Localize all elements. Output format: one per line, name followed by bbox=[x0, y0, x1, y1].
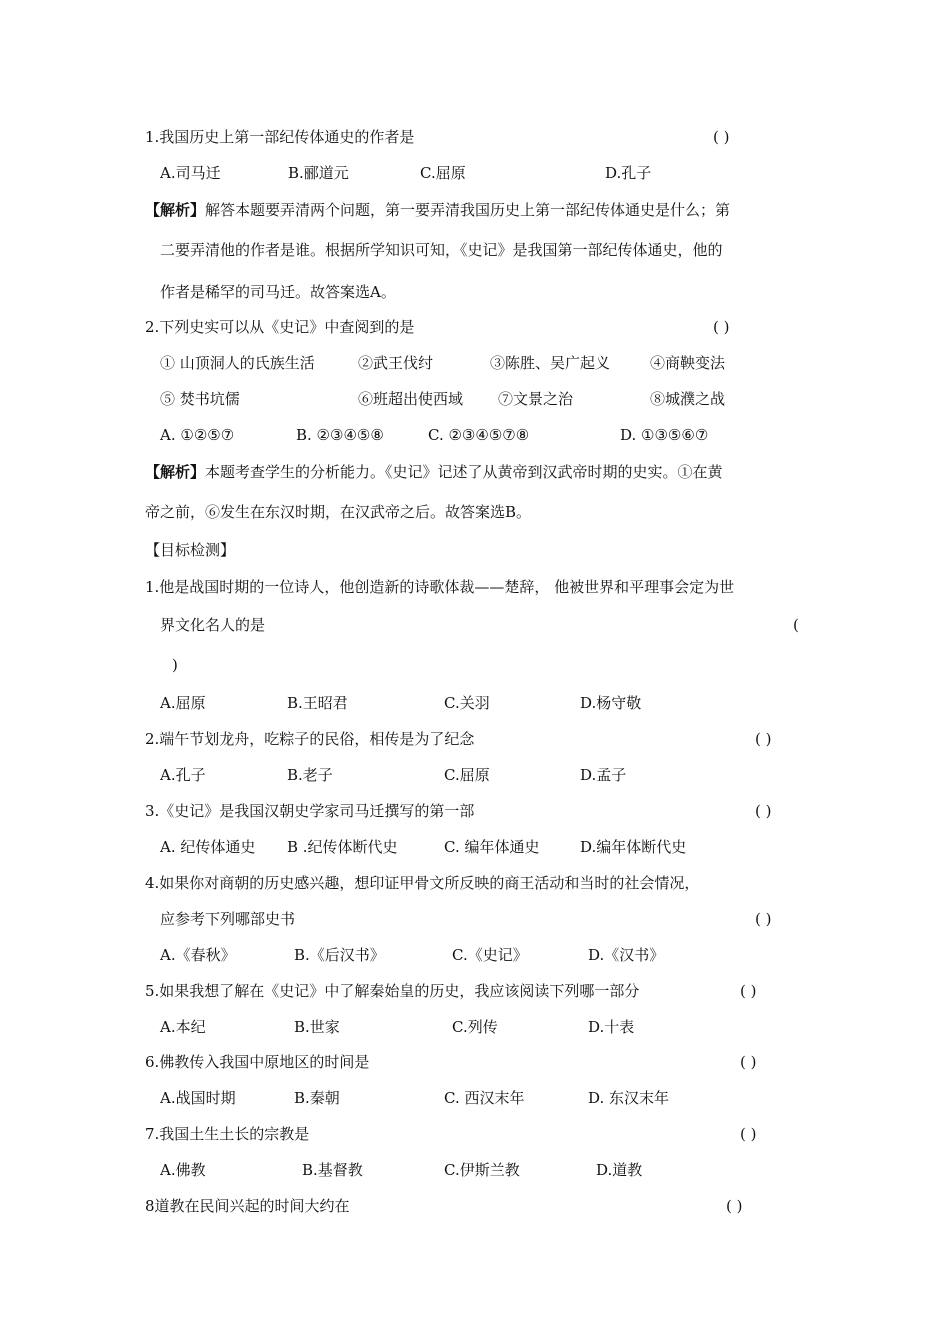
option-d: D. 东汉末年 bbox=[588, 1089, 670, 1107]
option-d: D.《汉书》 bbox=[588, 946, 665, 964]
option-d: D. ①③⑤⑥⑦ bbox=[620, 426, 709, 444]
event-item: ⑤ 焚书坑儒 bbox=[160, 390, 240, 408]
event-item: ⑧城濮之战 bbox=[650, 390, 726, 408]
analysis-1-line-3: 作者是稀罕的司马迁。故答案选A。 bbox=[160, 283, 396, 301]
analysis-tag: 【解析】 bbox=[145, 463, 206, 481]
option-b: B.老子 bbox=[287, 766, 333, 784]
option-b: B. ②③④⑤⑧ bbox=[296, 426, 384, 444]
option-b: B.王昭君 bbox=[287, 694, 348, 712]
option-a: A. ①②⑤⑦ bbox=[160, 426, 235, 444]
answer-blank: ( ) bbox=[755, 802, 772, 820]
option-d: D.道教 bbox=[596, 1161, 643, 1179]
option-c: C.列传 bbox=[452, 1018, 498, 1036]
event-item: ③陈胜、吴广起义 bbox=[490, 354, 611, 372]
test-3-stem: 3.《史记》是我国汉朝史学家司马迁撰写的第一部 bbox=[145, 802, 475, 820]
answer-blank: ( ) bbox=[713, 318, 730, 336]
analysis-1-line-1 bbox=[145, 200, 730, 220]
test-2-stem: 2.端午节划龙舟，吃粽子的民俗，相传是为了纪念 bbox=[145, 730, 475, 748]
test-1-line-2: 界文化名人的是 bbox=[160, 616, 266, 634]
option-a: A.司马迁 bbox=[160, 164, 221, 182]
option-c: C. ②③④⑤⑦⑧ bbox=[428, 426, 530, 444]
option-a: A.战国时期 bbox=[160, 1089, 236, 1107]
answer-blank: ( ) bbox=[740, 1125, 757, 1143]
question-1-stem: 1.我国历史上第一部纪传体通史的作者是 bbox=[145, 128, 415, 146]
answer-blank-open: ( bbox=[793, 616, 799, 634]
option-d: D.杨守敬 bbox=[580, 694, 642, 712]
event-item: ⑥班超出使西域 bbox=[358, 390, 464, 408]
test-4-line-1: 4.如果你对商朝的历史感兴趣，想印证甲骨文所反映的商王活动和当时的社会情况， bbox=[145, 874, 700, 892]
section-heading: 【目标检测】 bbox=[145, 541, 236, 559]
event-item: ②武王伐纣 bbox=[358, 354, 434, 372]
option-c: C.伊斯兰教 bbox=[444, 1161, 520, 1179]
test-7-stem: 7.我国土生土长的宗教是 bbox=[145, 1125, 310, 1143]
analysis-2-line-1 bbox=[145, 462, 723, 482]
option-b: B.基督教 bbox=[302, 1161, 363, 1179]
option-a: A.佛教 bbox=[160, 1161, 206, 1179]
option-c: C.《史记》 bbox=[452, 946, 528, 964]
option-a: A.本纪 bbox=[160, 1018, 206, 1036]
option-b: B .纪传体断代史 bbox=[287, 838, 398, 856]
option-d: D.十表 bbox=[588, 1018, 635, 1036]
option-a: A. 纪传体通史 bbox=[160, 838, 256, 856]
answer-blank: ( ) bbox=[713, 128, 730, 146]
option-c: C.关羽 bbox=[444, 694, 490, 712]
event-item: ⑦文景之治 bbox=[498, 390, 574, 408]
analysis-1-line-2: 二要弄清他的作者是谁。根据所学知识可知，《史记》是我国第一部纪传体通史，他的 bbox=[160, 241, 723, 259]
test-8-stem: 8道教在民间兴起的时间大约在 bbox=[145, 1197, 350, 1215]
option-c: C. 编年体通史 bbox=[444, 838, 540, 856]
event-item: ① 山顶洞人的氏族生活 bbox=[160, 354, 315, 372]
option-b: B.秦朝 bbox=[294, 1089, 340, 1107]
analysis-tag: 【解析】 bbox=[145, 201, 206, 219]
option-a: A.屈原 bbox=[160, 694, 206, 712]
answer-blank: ( ) bbox=[726, 1197, 743, 1215]
test-1-line-1: 1.他是战国时期的一位诗人，他创造新的诗歌体裁——楚辞， 他被世界和平理事会定为世 bbox=[145, 578, 735, 596]
test-4-line-2: 应参考下列哪部史书 bbox=[160, 910, 296, 928]
test-5-stem: 5.如果我想了解在《史记》中了解秦始皇的历史，我应该阅读下列哪一部分 bbox=[145, 982, 640, 1000]
option-d: D.孔子 bbox=[605, 164, 652, 182]
option-c: C.屈原 bbox=[420, 164, 466, 182]
option-b: B.郦道元 bbox=[288, 164, 349, 182]
answer-blank: ( ) bbox=[755, 730, 772, 748]
question-2-stem: 2.下列史实可以从《史记》中查阅到的是 bbox=[145, 318, 415, 336]
answer-blank: ( ) bbox=[740, 982, 757, 1000]
analysis-text: 解答本题要弄清两个问题，第一要弄清我国历史上第一部纪传体通史是什么；第 bbox=[205, 201, 731, 219]
option-b: B.《后汉书》 bbox=[294, 946, 385, 964]
option-a: A.《春秋》 bbox=[160, 946, 236, 964]
option-b: B.世家 bbox=[294, 1018, 340, 1036]
option-a: A.孔子 bbox=[160, 766, 206, 784]
option-d: D.孟子 bbox=[580, 766, 627, 784]
option-c: C. 西汉末年 bbox=[444, 1089, 525, 1107]
analysis-text: 本题考查学生的分析能力。《史记》记述了从黄帝到汉武帝时期的史实。①在黄 bbox=[205, 463, 723, 481]
answer-blank: ( ) bbox=[755, 910, 772, 928]
test-6-stem: 6.佛教传入我国中原地区的时间是 bbox=[145, 1053, 370, 1071]
answer-blank: ( ) bbox=[740, 1053, 757, 1071]
answer-blank-close: ) bbox=[172, 656, 178, 674]
analysis-2-line-2: 帝之前，⑥发生在东汉时期，在汉武帝之后。故答案选B。 bbox=[145, 503, 532, 521]
option-c: C.屈原 bbox=[444, 766, 490, 784]
event-item: ④商鞅变法 bbox=[650, 354, 726, 372]
option-d: D.编年体断代史 bbox=[580, 838, 687, 856]
